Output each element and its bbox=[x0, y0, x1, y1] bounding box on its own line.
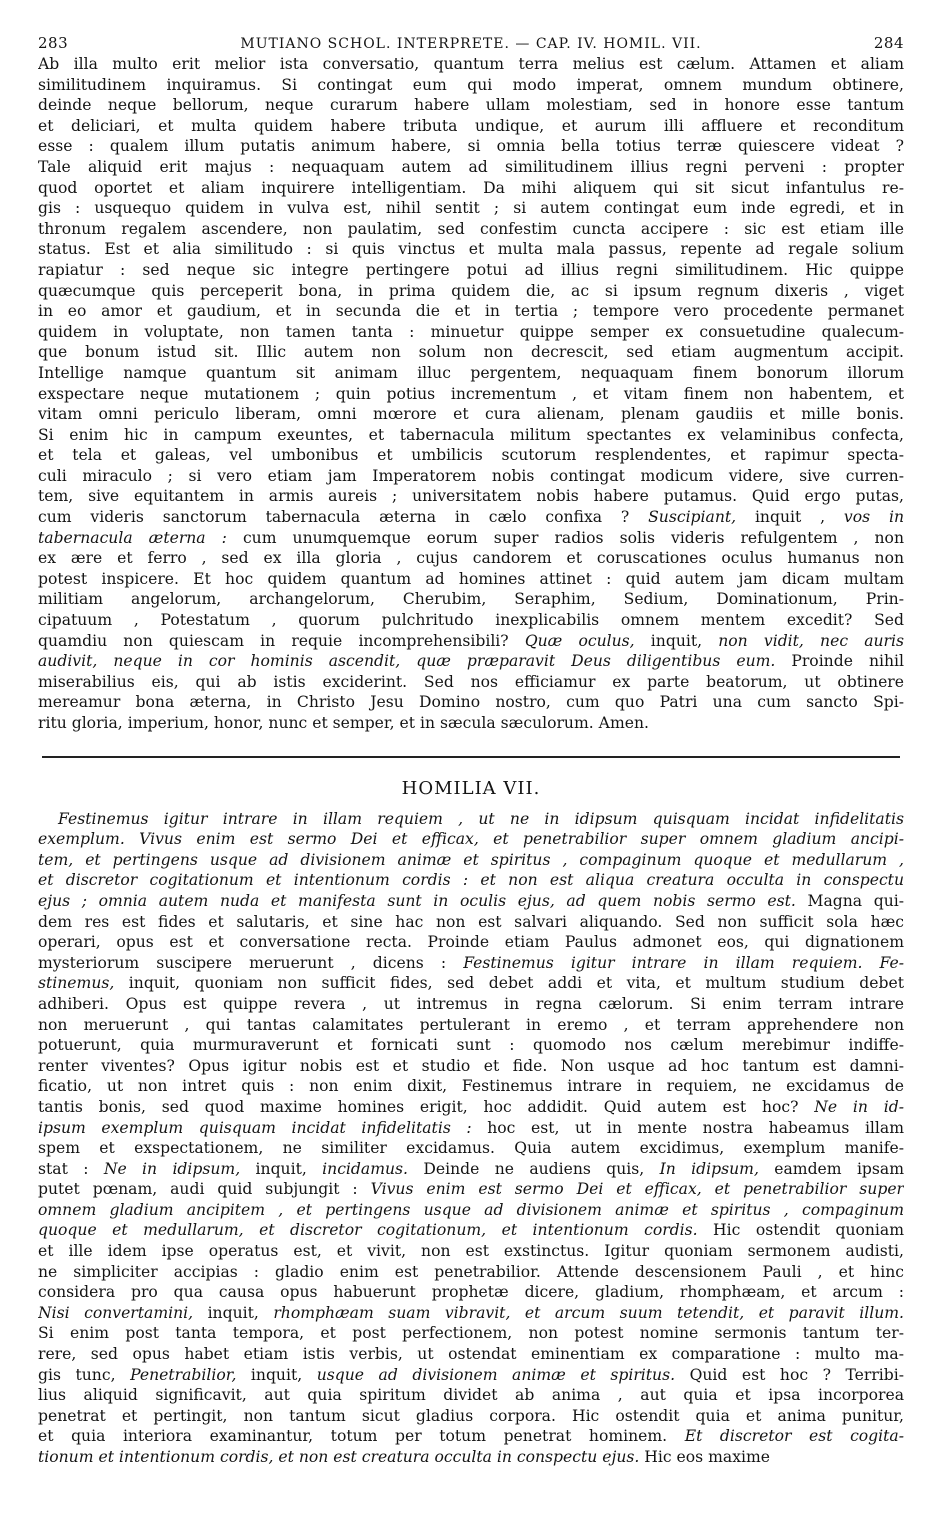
italic-quotation: ejus ; omnia autem nuda et manifesta sunt in oculis ejus, ad quem nobis sermo est. bbox=[38, 891, 796, 910]
text-line bbox=[38, 1282, 904, 1303]
text-run: in eo amor et gaudium, et in secunda die et in tertia ; tempore vero procedente permanet bbox=[38, 302, 904, 321]
text-line bbox=[38, 809, 904, 830]
text-run: Intellige namque quantum sit animam illuc pergentem, nequaquam finem bonorum illorum bbox=[38, 363, 904, 382]
text-run: militiam angelorum, archangelorum, Cherubim, Seraphim, Sedium, Dominationum, Prin- bbox=[38, 590, 904, 609]
text-line bbox=[38, 301, 904, 322]
text-run: gis tunc, bbox=[38, 1365, 131, 1384]
italic-quotation: Vivus enim est sermo Dei et efficax, et penetrabilior super bbox=[370, 1180, 904, 1199]
text-run: spem et exspectationem, ne similiter excidamus. Quia autem excidimus, exemplum manife- bbox=[38, 1139, 904, 1158]
italic-quotation: ipsum exemplum quisquam incidat infidelitatis : bbox=[38, 1118, 472, 1137]
text-line bbox=[38, 281, 904, 302]
text-run: Quid est hoc ? Terribi- bbox=[675, 1365, 904, 1384]
text-line bbox=[38, 610, 904, 631]
section-divider bbox=[42, 756, 900, 758]
text-run: eamdem ipsam bbox=[758, 1159, 904, 1178]
text-line bbox=[38, 486, 904, 507]
italic-quotation: tem, et pertingens usque ad divisionem animæ et spiritus , compaginum quoque et medullarum , bbox=[38, 850, 904, 869]
italic-quotation: omnem gladium ancipitem , et pertingens usque ad divisionem animæ et spiritus , compaginum bbox=[38, 1200, 904, 1219]
text-line bbox=[38, 1097, 904, 1118]
text-run: quamdiu non quiescam in requie incomprehensibili? bbox=[38, 631, 525, 650]
text-run: Si enim post tanta tempora, et post perfectionem, non potest nomine sermonis tantum ter- bbox=[38, 1324, 904, 1343]
text-line bbox=[38, 239, 904, 260]
text-run: et tela et galeas, vel umbonibus et umbilicis scutorum resplendentes, et rapimur specta- bbox=[38, 446, 904, 465]
text-run: et deliciari, et multa quidem habere tributa undique, et aurum illi affluere et reconditum bbox=[38, 116, 904, 135]
text-run: Deinde ne audiens quis, bbox=[408, 1159, 660, 1178]
text-run: stat : bbox=[38, 1159, 104, 1178]
italic-quotation: non vidit, nec auris bbox=[718, 631, 904, 650]
text-run: considera pro qua causa opus habuerunt prophetæ dicere, gladium, rhomphæam, et arcum : bbox=[38, 1283, 904, 1302]
text-line bbox=[38, 1262, 904, 1283]
text-run: Si enim hic in campum exeuntes, et tabernacula militum spectantes ex velaminibus confecta, bbox=[38, 425, 904, 444]
text-run: vitam omni periculo liberam, omni mœrore et cura alienam, plenam gaudiis et mille bonis. bbox=[38, 405, 904, 424]
text-run: tantis bonis, sed quod maxime homines erigit, hoc addidit. Quid autem est hoc? bbox=[38, 1097, 815, 1116]
italic-quotation: Festinemus igitur intrare in illam requiem. Fe- bbox=[463, 953, 904, 972]
text-line bbox=[38, 829, 904, 850]
text-line bbox=[38, 891, 904, 912]
text-run: similitudinem inquiramus. Si contingat eum qui modo imperat, omnem mundum obtinere, bbox=[38, 75, 904, 94]
left-page-number: 283 bbox=[38, 34, 69, 52]
text-line bbox=[38, 1035, 904, 1056]
text-run: gis : usquequo quidem in vulva est, nihil sentit ; si autem contingat eum inde egredi, et in bbox=[38, 199, 904, 218]
italic-quotation: Ne in idipsum, bbox=[103, 1159, 241, 1178]
text-line bbox=[38, 953, 904, 974]
text-run: rere, sed opus habet etiam istis verbis, ut ostendat eminentiam ex comparatione : multo ma- bbox=[38, 1345, 904, 1364]
italic-quotation: audivit, neque in cor hominis ascendit, quæ præparavit Deus diligentibus eum. bbox=[38, 652, 776, 671]
text-line bbox=[38, 198, 904, 219]
text-line bbox=[38, 1179, 904, 1200]
text-run: inquit, bbox=[193, 1303, 274, 1322]
italic-quotation: quoque et medullarum, et discretor cogitationum, et intentionum cordis. bbox=[38, 1221, 698, 1240]
text-line bbox=[38, 1118, 904, 1139]
text-line bbox=[38, 548, 904, 569]
text-line bbox=[38, 631, 904, 652]
text-line bbox=[38, 322, 904, 343]
text-run: dem res est fides et salutaris, et sine hac non est salvari aliquando. Sed non sufficit sola hæc bbox=[38, 912, 904, 931]
text-run: rapiatur : sed neque sic integre pertingere potui ad illius regni similitudinem. Hic quippe bbox=[38, 260, 904, 279]
text-run: mereamur bona æterna, in Christo Jesu Domino nostro, cum quo Patri una cum sancto Spi- bbox=[38, 693, 904, 712]
text-line bbox=[38, 507, 904, 528]
text-run: lius aliquid significavit, aut quia spiritum dividet ab anima , aut quia et ipsa incorporea bbox=[38, 1386, 904, 1405]
text-run: quidem in voluptate, non tamen tanta : minuetur quippe semper ex consuetudine qualecum- bbox=[38, 322, 904, 341]
text-line bbox=[38, 850, 904, 871]
text-line bbox=[38, 1138, 904, 1159]
text-run: cipatuum , Potestatum , quorum pulchritudo inexplicabilis omnem mentem excedit? Sed bbox=[38, 611, 904, 630]
text-run: putet pœnam, audi quid subjungit : bbox=[38, 1180, 371, 1199]
text-line bbox=[38, 1056, 904, 1077]
text-line bbox=[38, 157, 904, 178]
text-run: ficatio, ut non intret quis : non enim dixit, Festinemus intrare in requiem, ne excidamus de bbox=[38, 1077, 904, 1096]
text-line bbox=[38, 1015, 904, 1036]
text-line bbox=[38, 404, 904, 425]
text-line bbox=[38, 445, 904, 466]
text-line bbox=[38, 384, 904, 405]
text-run: inquit, bbox=[240, 1159, 323, 1178]
italic-quotation: Penetrabilior, bbox=[130, 1365, 237, 1384]
text-line bbox=[38, 1159, 904, 1180]
text-line bbox=[38, 973, 904, 994]
text-line bbox=[38, 589, 904, 610]
text-run: non meruerunt , qui tantas calamitates pertulerant in eremo , et terram apprehendere non bbox=[38, 1015, 904, 1034]
text-run: tem, sive equitantem in armis aureis ; universitatem nobis habere putamus. Quid ergo putas, bbox=[38, 487, 904, 506]
text-run: culi miraculo ; si vero etiam jam Imperatorem nobis contingat modicum videre, sive curren- bbox=[38, 466, 904, 485]
text-run: esse : qualem illum putatis animum habere, si omnia bella totius terræ quiescere videat ? bbox=[38, 137, 904, 156]
text-run: inquit, quoniam non sufficit fides, sed debet addi et vita, et multum studium debet bbox=[114, 974, 904, 993]
text-run: operari, opus est et conversatione recta. Proinde etiam Paulus admonet eos, qui dignationem bbox=[38, 933, 904, 952]
text-line bbox=[38, 569, 904, 590]
text-run: Ab illa multo erit melior ista conversatio, quantum terra melius est cælum. Attamen et aliam bbox=[38, 55, 904, 73]
text-run: mysteriorum suscipere meruerunt , dicens : bbox=[38, 953, 464, 972]
text-line bbox=[38, 651, 904, 672]
text-run: penetrat et pertingit, non tantum sicut gladius corpora. Hic ostendit quia et anima punitur, bbox=[38, 1406, 904, 1425]
text-line bbox=[38, 528, 904, 549]
text-run: miserabilius eis, qui ab istis exciderint. Sed nos efficiamur ex parte beatorum, ut obtinere bbox=[38, 672, 904, 691]
italic-quotation: Nisi convertamini, bbox=[38, 1303, 194, 1322]
text-line bbox=[38, 1323, 904, 1344]
italic-quotation: tionum et intentionum cordis, et non est creatura occulta in conspectu ejus. bbox=[38, 1448, 640, 1466]
italic-quotation: exemplum. Vivus enim est sermo Dei et efficax, et penetrabilior super omnem gladium ancipi- bbox=[38, 830, 904, 849]
continuation-paragraph bbox=[38, 54, 904, 734]
text-run: ritu gloria, imperium, honor, nunc et semper, et in sæcula sæculorum. Amen. bbox=[38, 714, 649, 732]
text-line bbox=[38, 136, 904, 157]
italic-quotation: et discretor cogitationum et intentionum cordis : et non est aliqua creatura occulta in conspectu bbox=[38, 871, 904, 890]
text-run: Hic ostendit quoniam bbox=[697, 1221, 904, 1240]
italic-quotation: usque ad divisionem animæ et spiritus. bbox=[316, 1365, 676, 1384]
italic-quotation: tabernacula æterna : bbox=[38, 528, 227, 547]
text-run: Tale aliquid erit majus : nequaquam autem ad similitudinem illius regni perveni : propter bbox=[38, 157, 904, 176]
text-line bbox=[38, 260, 904, 281]
text-line bbox=[38, 1365, 904, 1386]
text-line bbox=[38, 1426, 904, 1447]
right-page-number: 284 bbox=[873, 34, 904, 52]
text-line bbox=[38, 178, 904, 199]
book-page bbox=[38, 34, 904, 1468]
text-run: Hic eos maxime bbox=[639, 1448, 771, 1466]
text-line bbox=[38, 912, 904, 933]
text-run: adhiberi. Opus est quippe revera , ut intremus in regna cælorum. Si enim terram intrare bbox=[38, 994, 904, 1013]
italic-quotation: Et discretor est cogita- bbox=[684, 1427, 904, 1446]
text-line bbox=[38, 932, 904, 953]
text-run: ne simpliciter accipias : gladio enim est penetrabilior. Attende descensionem Pauli , et hinc bbox=[38, 1262, 904, 1281]
text-line bbox=[38, 1447, 904, 1468]
text-run: cum videris sanctorum tabernacula æterna in cælo confixa ? bbox=[38, 508, 649, 527]
text-run: potuerunt, quia murmuraverunt et fornicati sunt : quomodo nos cælum merebimur indiffe- bbox=[38, 1036, 904, 1055]
text-line bbox=[38, 1200, 904, 1221]
text-run: status. Est et alia similitudo : si quis vinctus et multa mala passus, repente ad regale solium bbox=[38, 240, 904, 259]
text-line bbox=[38, 713, 904, 734]
text-line bbox=[38, 1344, 904, 1365]
text-run: deinde neque bellorum, neque curarum habere ullam molestiam, sed in honore esse tantum bbox=[38, 96, 904, 115]
italic-quotation: incidamus. bbox=[322, 1159, 408, 1178]
text-run: hoc est, ut in mente nostra habeamus illam bbox=[471, 1118, 904, 1137]
text-line bbox=[38, 1076, 904, 1097]
text-line bbox=[38, 994, 904, 1015]
text-line bbox=[38, 54, 904, 75]
text-line bbox=[38, 1303, 904, 1324]
text-run: thronum regalem ascendere, non paulatim, sed confestim cuncta accipere : sic est etiam ille bbox=[38, 219, 904, 238]
text-run: potest inspicere. Et hoc quidem quantum ad homines attinet : quid autem jam dicam multam bbox=[38, 569, 904, 588]
text-line bbox=[38, 75, 904, 96]
text-line bbox=[38, 870, 904, 891]
text-run: et quia interiora examinantur, totum per totum penetrat hominem. bbox=[38, 1427, 685, 1446]
text-line bbox=[38, 116, 904, 137]
text-line bbox=[38, 672, 904, 693]
italic-quotation: vos in bbox=[843, 508, 904, 527]
italic-quotation: Quæ oculus, bbox=[524, 631, 635, 650]
running-title: MUTIANO SCHOL. INTERPRETE. — CAP. IV. HOMIL. VII. bbox=[240, 36, 702, 52]
text-run: inquit, bbox=[634, 631, 719, 650]
text-run: que bonum istud sit. Illic autem non solum non decrescit, sed etiam augmentum accipit. bbox=[38, 343, 904, 362]
text-line bbox=[38, 425, 904, 446]
text-run: quæcumque quis perceperit bona, in prima quidem die, ac si ipsum regnum dixeris , viget bbox=[38, 281, 904, 300]
running-head bbox=[38, 34, 904, 54]
text-run: renter viventes? Opus igitur nobis est et studio et fide. Non usque ad hoc tantum est damni- bbox=[38, 1056, 904, 1075]
italic-quotation: Suscipiant, bbox=[648, 508, 737, 527]
text-run: quod oportet et aliam inquirere intelligentiam. Da mihi aliquem qui sit sicut infantulus re- bbox=[38, 178, 904, 197]
text-run: Magna qui- bbox=[795, 891, 904, 910]
text-run: inquit, bbox=[236, 1365, 317, 1384]
text-line bbox=[38, 95, 904, 116]
text-line bbox=[38, 1406, 904, 1427]
text-line bbox=[38, 1385, 904, 1406]
italic-quotation: rhomphæam suam vibravit, et arcum suum tetendit, et paravit illum. bbox=[273, 1303, 904, 1322]
text-run: et ille idem ipse operatus est, et vivit, non est exstinctus. Igitur quoniam sermonem audisti, bbox=[38, 1242, 904, 1261]
homily-heading: HOMILIA VII. bbox=[401, 777, 541, 799]
text-line bbox=[38, 1241, 904, 1262]
italic-quotation: Festinemus igitur intrare in illam requiem , ut ne in idipsum quisquam incidat infidelitatis bbox=[58, 809, 904, 828]
italic-quotation: In idipsum, bbox=[659, 1159, 759, 1178]
italic-quotation: stinemus, bbox=[38, 974, 115, 993]
italic-quotation: Ne in id- bbox=[814, 1097, 904, 1116]
text-run: inquit , bbox=[736, 508, 844, 527]
text-line bbox=[38, 219, 904, 240]
homily-body-paragraph bbox=[38, 809, 904, 1468]
text-line bbox=[38, 1220, 904, 1241]
text-line bbox=[38, 342, 904, 363]
text-line bbox=[38, 466, 904, 487]
text-line bbox=[38, 363, 904, 384]
text-run: exspectare neque mutationem ; quin potius incrementum , et vitam finem non habentem, et bbox=[38, 384, 904, 403]
text-run: Proinde nihil bbox=[775, 652, 904, 671]
text-line bbox=[38, 692, 904, 713]
text-run: cum unumquemque eorum super radios solis videris refulgentem , non bbox=[226, 528, 904, 547]
text-run: ex ære et ferro , sed ex illa gloria , cujus candorem et coruscationes oculus humanus non bbox=[38, 549, 904, 568]
